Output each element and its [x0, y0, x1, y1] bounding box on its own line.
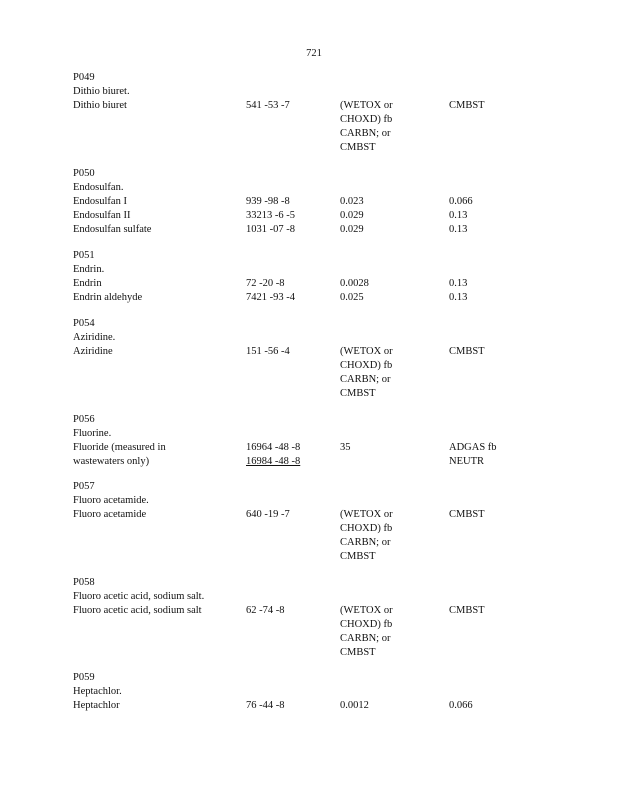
constituent-name: Fluoro acetamide: [73, 509, 147, 520]
wastewater-standard: CARBN; or: [340, 537, 391, 548]
waste-code: P058: [73, 577, 95, 588]
table-row: [73, 441, 573, 469]
wastewater-standard: 0.029: [340, 224, 364, 235]
waste-entry-p051: [73, 249, 573, 305]
table-row: [73, 99, 573, 155]
cas-number: 16984 -48 -8: [246, 456, 301, 467]
waste-name: Dithio biuret.: [73, 86, 130, 97]
nonwastewater-standard: CMBST: [449, 605, 485, 616]
table-row: [73, 195, 573, 209]
waste-code: P056: [73, 414, 95, 425]
constituent-name: Endosulfan II: [73, 210, 131, 221]
wastewater-standard: CMBST: [340, 551, 376, 562]
wastewater-standard: CHOXD) fb: [340, 114, 393, 125]
constituent-name: Fluoride (measured in: [73, 442, 166, 453]
cas-number: 939 -98 -8: [246, 196, 290, 207]
cas-number: 76 -44 -8: [246, 700, 285, 711]
cas-number: 1031 -07 -8: [246, 224, 295, 235]
wastewater-standard: (WETOX or: [340, 605, 393, 616]
cas-number: 151 -56 -4: [246, 346, 290, 357]
nonwastewater-standard: ADGAS fb: [449, 442, 497, 453]
waste-entry-p057: [73, 480, 573, 564]
constituent-name: Dithio biuret: [73, 100, 127, 111]
wastewater-standard: CMBST: [340, 647, 376, 658]
wastewater-standard: (WETOX or: [340, 346, 393, 357]
wastewater-standard: (WETOX or: [340, 509, 393, 520]
waste-code: P059: [73, 672, 95, 683]
waste-entry-p059: [73, 671, 573, 713]
waste-name: Heptachlor.: [73, 686, 122, 697]
waste-name: Endrin.: [73, 264, 105, 275]
wastewater-standard: 35: [340, 442, 351, 453]
table-row: [73, 604, 573, 660]
waste-name: Aziridine.: [73, 332, 116, 343]
constituent-name: Fluoro acetic acid, sodium salt: [73, 605, 202, 616]
wastewater-standard: CMBST: [340, 142, 376, 153]
page-number: 721: [306, 48, 322, 59]
cas-number: 33213 -6 -5: [246, 210, 295, 221]
wastewater-standard: 0.0012: [340, 700, 369, 711]
wastewater-standard: CARBN; or: [340, 633, 391, 644]
wastewater-standard: CHOXD) fb: [340, 619, 393, 630]
constituent-name: Endosulfan I: [73, 196, 127, 207]
constituent-name: Endosulfan sulfate: [73, 224, 152, 235]
waste-code: P057: [73, 481, 95, 492]
cas-number: 16964 -48 -8: [246, 442, 301, 453]
constituent-name: Endrin aldehyde: [73, 292, 143, 303]
table-row: [73, 277, 573, 291]
table-row: [73, 699, 573, 713]
constituent-name: Endrin: [73, 278, 102, 289]
cas-number: 72 -20 -8: [246, 278, 285, 289]
table-row: [73, 223, 573, 237]
wastewater-standard: CARBN; or: [340, 374, 391, 385]
nonwastewater-standard: CMBST: [449, 509, 485, 520]
nonwastewater-standard: NEUTR: [449, 456, 484, 467]
wastewater-standard: 0.023: [340, 196, 364, 207]
wastewater-standard: 0.0028: [340, 278, 369, 289]
nonwastewater-standard: 0.066: [449, 196, 473, 207]
waste-entry-p056: [73, 413, 573, 469]
nonwastewater-standard: CMBST: [449, 346, 485, 357]
cas-number: 541 -53 -7: [246, 100, 290, 111]
cas-number: 62 -74 -8: [246, 605, 285, 616]
nonwastewater-standard: 0.13: [449, 224, 468, 235]
wastewater-standard: 0.025: [340, 292, 364, 303]
waste-entry-p054: [73, 317, 573, 401]
cas-number: 7421 -93 -4: [246, 292, 295, 303]
wastewater-standard: CMBST: [340, 388, 376, 399]
waste-code: P049: [73, 72, 95, 83]
nonwastewater-standard: 0.13: [449, 210, 468, 221]
waste-entry-p058: [73, 576, 573, 660]
waste-name: Fluoro acetamide.: [73, 495, 149, 506]
table-row: [73, 508, 573, 564]
constituent-name: wastewaters only): [73, 456, 150, 467]
nonwastewater-standard: 0.066: [449, 700, 473, 711]
constituent-name: Aziridine: [73, 346, 113, 357]
nonwastewater-standard: CMBST: [449, 100, 485, 111]
table-row: [73, 291, 573, 305]
waste-entry-p049: [73, 71, 573, 155]
waste-name: Fluorine.: [73, 428, 112, 439]
waste-entry-p050: [73, 167, 573, 237]
waste-name: Endosulfan.: [73, 182, 124, 193]
nonwastewater-standard: 0.13: [449, 292, 468, 303]
nonwastewater-standard: 0.13: [449, 278, 468, 289]
table-row: [73, 209, 573, 223]
waste-code: P054: [73, 318, 95, 329]
waste-name: Fluoro acetic acid, sodium salt.: [73, 591, 205, 602]
wastewater-standard: 0.029: [340, 210, 364, 221]
table-row: [73, 345, 573, 401]
waste-code: P050: [73, 168, 95, 179]
waste-code: P051: [73, 250, 95, 261]
wastewater-standard: (WETOX or: [340, 100, 393, 111]
wastewater-standard: CHOXD) fb: [340, 360, 393, 371]
cas-number: 640 -19 -7: [246, 509, 290, 520]
constituent-name: Heptachlor: [73, 700, 120, 711]
wastewater-standard: CHOXD) fb: [340, 523, 393, 534]
wastewater-standard: CARBN; or: [340, 128, 391, 139]
